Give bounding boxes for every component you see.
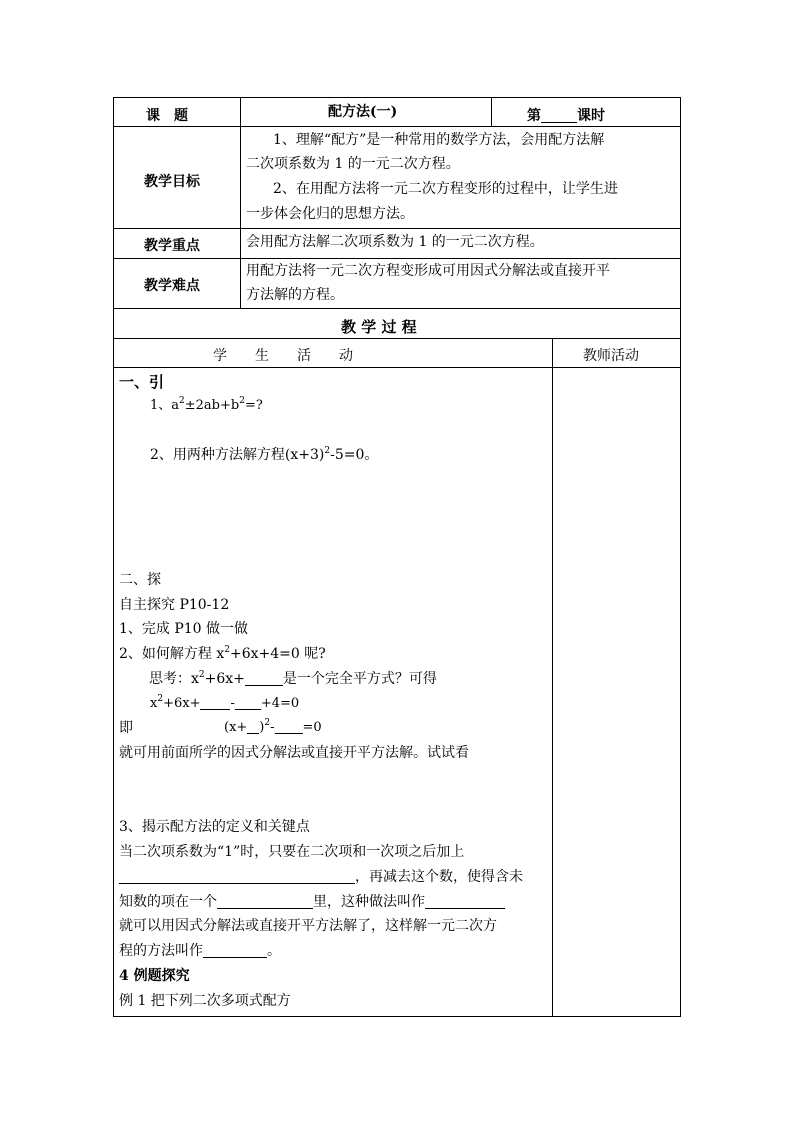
think-mid: +6x+ <box>204 671 245 687</box>
eq1-blank-1[interactable] <box>200 695 230 710</box>
objectives-line: 1、理解“配方”是一种常用的数学方法，会用配方法解 <box>273 132 605 148</box>
eq1-mid: +6x+ <box>163 696 201 711</box>
row-divider <box>113 367 681 368</box>
exponent: 2 <box>157 694 164 704</box>
table-border-left <box>113 97 114 1017</box>
period-field <box>527 105 605 127</box>
example-1: 例 1 把下列二次多项式配方 <box>119 993 291 1009</box>
item2-prefix: 2、如何解方程 x <box>119 646 225 662</box>
difficulty-label: 教学难点 <box>144 278 200 294</box>
self-study-text: 自主探究 P10-12 <box>119 597 230 613</box>
definition-line: 当二次项系数为“1”时，只要在二次项和一次项之后加上 <box>119 844 465 860</box>
line2-suffix: ，再减去这个数，使得含未 <box>355 869 523 885</box>
eq1-blank-2[interactable] <box>235 695 261 710</box>
definition-blank-3[interactable] <box>425 894 505 909</box>
equation-2 <box>224 717 322 739</box>
q2-suffix: -5=0。 <box>330 447 379 463</box>
row-divider <box>113 228 681 229</box>
conclusion-text: 就可用前面所学的因式分解法或直接开平方法解。试试看 <box>119 745 469 761</box>
row-divider <box>113 338 681 339</box>
intro-question-1 <box>150 395 263 417</box>
student-activity-header: 学 生 活 动 <box>213 348 353 364</box>
eq2-blank-2[interactable] <box>275 719 303 734</box>
line5-prefix: 程的方法叫作 <box>119 943 203 959</box>
exponent: 2 <box>264 718 271 728</box>
line5-suffix: 。 <box>267 943 281 959</box>
ji-label: 即 <box>119 720 133 736</box>
eq2-dash: - <box>270 720 275 735</box>
think-line <box>149 668 437 690</box>
intro-title: 一、引 <box>119 373 165 391</box>
definition-blank-4[interactable] <box>203 943 267 958</box>
think-blank[interactable] <box>245 671 283 686</box>
explore-title: 二、探 <box>119 572 161 588</box>
objectives-line: 二次项系数为 1 的一元二次方程。 <box>246 156 460 172</box>
row-divider <box>113 308 681 309</box>
eq2-prefix: (x+ <box>224 720 248 735</box>
q1-suffix: =? <box>244 398 263 413</box>
eq2-paren: ) <box>259 720 265 735</box>
period-blank[interactable] <box>541 108 577 123</box>
example-title: 4 例题探究 <box>119 968 190 984</box>
line3-mid: 里，这种做法叫作 <box>313 894 425 910</box>
intro-question-2 <box>150 444 378 466</box>
think-prefix: 思考：x <box>149 671 199 687</box>
equation-1 <box>150 693 299 715</box>
difficulty-line: 方法解的方程。 <box>246 287 344 303</box>
teacher-activity-header: 教师活动 <box>583 348 639 364</box>
period-prefix: 第 <box>527 108 541 124</box>
definition-blank-2[interactable] <box>217 894 313 909</box>
definition-line: 就可以用因式分解法或直接开平方法解了，这样解一元二次方 <box>119 918 497 934</box>
teacher-column-divider <box>552 338 553 1017</box>
process-title: 教 学 过 程 <box>341 318 417 336</box>
definition-blank-1[interactable] <box>119 869 355 884</box>
eq1-prefix: x <box>150 696 158 711</box>
q1-mid: ±2ab+b <box>184 398 240 413</box>
label-column-divider <box>240 97 241 308</box>
table-border-right <box>680 97 681 1017</box>
row-divider <box>113 258 681 259</box>
period-suffix: 课时 <box>577 108 605 124</box>
explore-item-1: 1、完成 P10 做一做 <box>119 621 249 637</box>
difficulty-line: 用配方法将一元二次方程变形成可用因式分解法或直接开平 <box>246 263 610 279</box>
table-border-top <box>113 97 681 98</box>
line3-prefix: 知数的项在一个 <box>119 894 217 910</box>
eq1-dash: - <box>230 696 235 711</box>
explore-item-2 <box>119 643 326 665</box>
definition-line <box>119 891 505 913</box>
q2-prefix: 2、用两种方法解方程(x+3) <box>150 447 325 463</box>
definition-title: 3、揭示配方法的定义和关键点 <box>119 819 310 835</box>
definition-line <box>119 866 523 888</box>
exponent: 2 <box>224 645 230 655</box>
objectives-line: 2、在用配方法将一元二次方程变形的过程中，让学生进 <box>273 181 618 197</box>
exponent: 2 <box>324 446 331 456</box>
exponent: 2 <box>179 396 185 406</box>
topic-label: 课 题 <box>146 108 188 124</box>
item2-suffix: +6x+4=0 呢? <box>230 646 326 662</box>
period-column-divider <box>491 97 492 126</box>
topic-value: 配方法(一) <box>328 104 398 120</box>
q1-prefix: 1、a <box>150 398 180 413</box>
objectives-label: 教学目标 <box>144 174 200 190</box>
table-border-bottom <box>113 1016 681 1017</box>
eq1-suffix: +4=0 <box>260 696 300 711</box>
exponent: 2 <box>198 670 205 680</box>
eq2-suffix: =0 <box>302 720 322 735</box>
exponent: 2 <box>239 396 245 406</box>
definition-line <box>119 940 281 962</box>
key-point-label: 教学重点 <box>144 238 200 254</box>
key-point-text: 会用配方法解二次项系数为 1 的一元二次方程。 <box>246 234 544 250</box>
think-suffix: 是一个完全平方式？可得 <box>282 671 437 687</box>
objectives-line: 一步体会化归的思想方法。 <box>246 206 414 222</box>
eq2-blank-1[interactable] <box>247 719 259 734</box>
